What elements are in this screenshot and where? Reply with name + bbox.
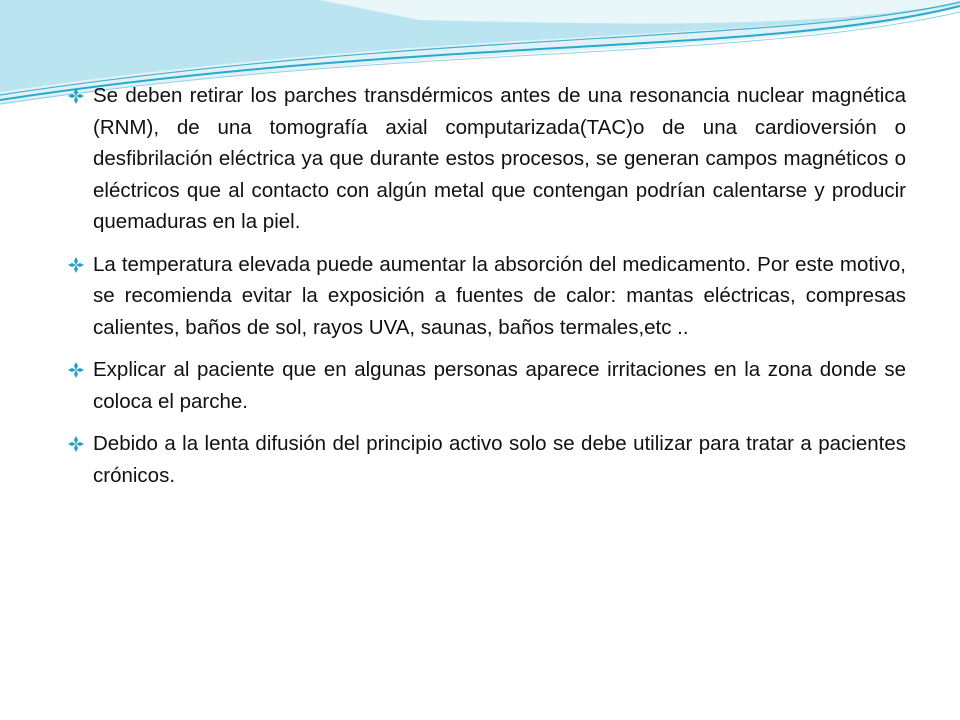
diamond-quad-icon: [68, 362, 84, 378]
bullet-list: [68, 80, 906, 502]
diamond-quad-icon: [68, 436, 84, 452]
bullet-text: Debido a la lenta difusión del principio activo solo se debe utilizar para tratar a pacientes crónicos.: [93, 432, 906, 487]
bullet-item: [68, 249, 906, 344]
bullet-item: [68, 354, 906, 417]
bullet-item: [68, 80, 906, 238]
bullet-text: Explicar al paciente que en algunas personas aparece irritaciones en la zona donde se coloca el parche.: [93, 358, 906, 413]
bullet-item: [68, 428, 906, 491]
diamond-quad-icon: [68, 88, 84, 104]
bullet-text: Se deben retirar los parches transdérmicos antes de una resonancia nuclear magnética (RNM), de una tomografía axial computarizada(TAC)o de una cardioversión o desfibrilación eléctrica ya que durante estos procesos, se generan campos magnéticos o eléctricos que al contacto con algún metal que contengan podrían calentarse y producir quemaduras en la piel.: [93, 84, 906, 233]
bullet-text: La temperatura elevada puede aumentar la absorción del medicamento. Por este motivo, se recomienda evitar la exposición a fuentes de calor: mantas eléctricas, compresas calientes, baños de sol, rayos UVA, saunas, baños termales,etc ..: [93, 252, 906, 339]
diamond-quad-icon: [68, 257, 84, 273]
